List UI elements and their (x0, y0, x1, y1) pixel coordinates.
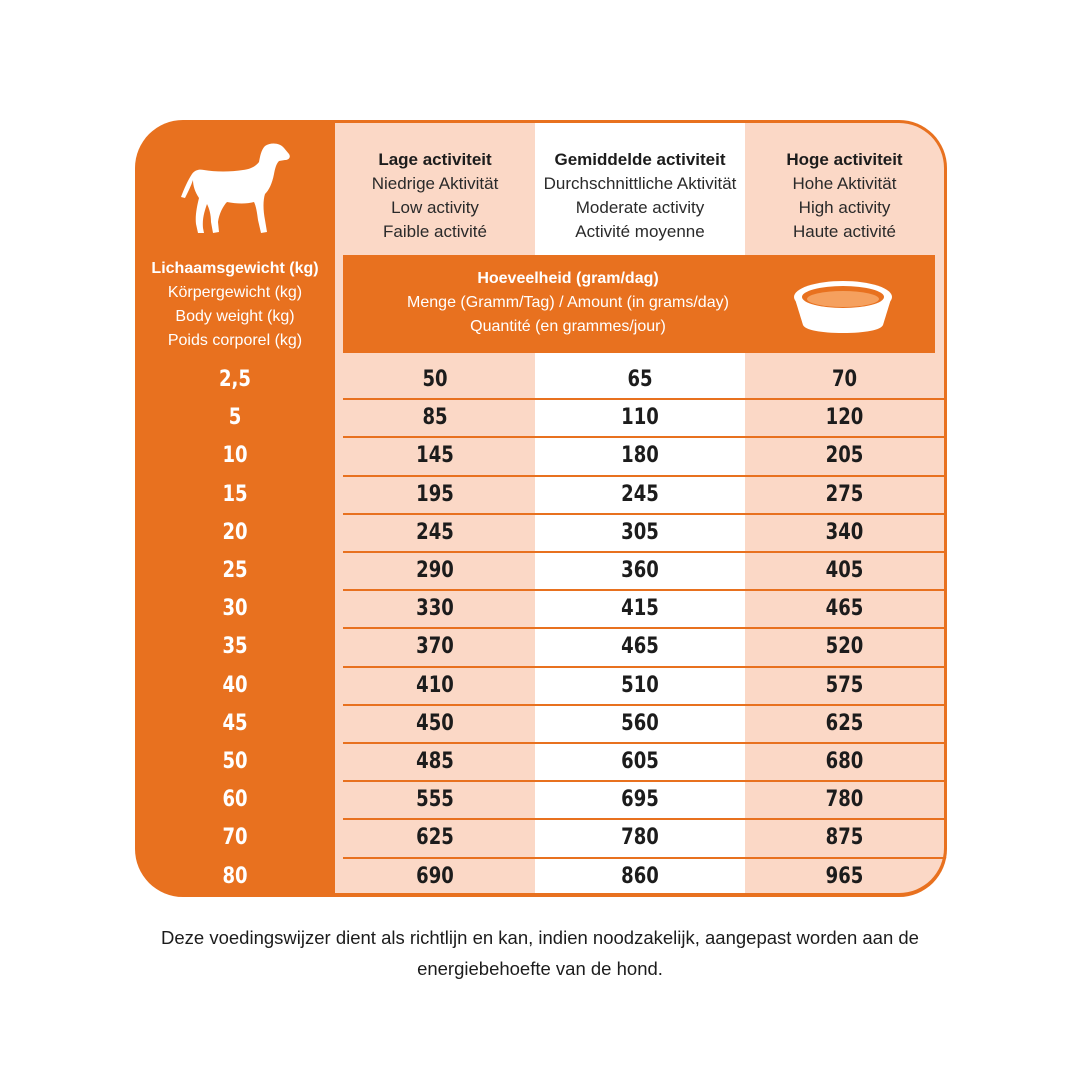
feeding-table (135, 120, 947, 897)
weight-label-en: Body weight (kg) (175, 308, 295, 325)
header-low-en: Low activity (391, 198, 479, 217)
high-activity-cell: 965 (825, 863, 864, 889)
weight-cell: 15 (222, 481, 248, 507)
moderate-activity-cell: 110 (621, 405, 659, 431)
high-activity-cell: 575 (825, 672, 864, 698)
low-activity-cell: 485 (416, 749, 454, 774)
header-mid-title: Gemiddelde activiteit (554, 150, 726, 169)
weight-cell: 80 (222, 863, 248, 889)
moderate-activity-cell: 780 (621, 825, 659, 851)
food-bowl-icon (791, 273, 895, 335)
quantity-label-fr: Quantité (en grammes/jour) (470, 318, 666, 335)
header-high-fr: Haute activité (793, 222, 896, 241)
weight-cell: 45 (222, 710, 248, 736)
weight-label-title: Lichaamsgewicht (kg) (151, 260, 319, 277)
table-row (135, 475, 947, 513)
weight-label-de: Körpergewicht (kg) (167, 284, 303, 301)
low-activity-cell: 50 (422, 367, 448, 392)
weight-cell: 20 (222, 519, 248, 545)
moderate-activity-cell: 605 (621, 749, 659, 774)
table-row (135, 551, 947, 589)
table-row (135, 589, 947, 627)
weight-cell: 5 (228, 405, 242, 431)
header-low-de: Niedrige Aktivität (371, 174, 499, 193)
weight-cell: 30 (222, 596, 248, 622)
weight-cell: 60 (222, 787, 248, 813)
table-row (135, 436, 947, 474)
moderate-activity-cell: 65 (627, 367, 653, 392)
weight-cell: 40 (222, 672, 248, 698)
header-mid-en: Moderate activity (575, 198, 705, 217)
moderate-activity-cell: 510 (621, 672, 659, 698)
low-activity-cell: 690 (416, 863, 454, 889)
weight-cell: 35 (222, 634, 248, 660)
moderate-activity-cell: 180 (621, 443, 659, 469)
header-high-de: Hohe Aktivität (792, 174, 897, 193)
table-row (135, 666, 947, 704)
weight-cell: 2,5 (219, 367, 251, 392)
header-high-title: Hoge activiteit (786, 150, 903, 169)
header-moderate-activity (535, 148, 745, 244)
table-row (135, 398, 947, 436)
low-activity-cell: 555 (416, 787, 454, 813)
footnote: Deze voedingswijzer dient als richtlijn en kan, indien noodzakelijk, aangepast worden aan de energiebehoefte van de hond. (161, 927, 919, 979)
table-row (135, 513, 947, 551)
moderate-activity-cell: 860 (621, 863, 659, 889)
high-activity-cell: 625 (825, 710, 864, 736)
dog-icon (181, 140, 293, 236)
moderate-activity-cell: 560 (621, 710, 659, 736)
low-activity-cell: 145 (416, 443, 454, 469)
low-activity-cell: 410 (416, 672, 454, 698)
moderate-activity-cell: 305 (621, 519, 659, 545)
low-activity-cell: 85 (422, 405, 448, 431)
low-activity-cell: 450 (416, 710, 454, 736)
low-activity-cell: 330 (416, 596, 454, 622)
quantity-banner (343, 255, 935, 353)
high-activity-cell: 680 (825, 749, 864, 774)
weight-cell: 50 (222, 749, 248, 774)
high-activity-cell: 780 (825, 787, 864, 813)
weight-cell: 10 (222, 443, 248, 469)
moderate-activity-cell: 360 (621, 558, 659, 583)
table-row (135, 742, 947, 780)
low-activity-cell: 195 (416, 481, 454, 507)
header-low-title: Lage activiteit (378, 150, 492, 169)
table-row (135, 627, 947, 665)
high-activity-cell: 205 (825, 443, 864, 469)
moderate-activity-cell: 695 (621, 787, 659, 813)
weight-label-fr: Poids corporel (kg) (167, 332, 303, 349)
table-row (135, 818, 947, 856)
header-high-activity (745, 148, 944, 244)
high-activity-cell: 275 (825, 481, 864, 507)
header-low-activity (335, 148, 535, 244)
low-activity-cell: 290 (416, 558, 454, 583)
low-activity-cell: 245 (416, 519, 454, 545)
high-activity-cell: 70 (831, 367, 858, 392)
weight-cell: 25 (222, 558, 248, 583)
table-row (135, 360, 947, 398)
body-weight-label (135, 257, 335, 353)
high-activity-cell: 520 (825, 634, 864, 660)
table-row (135, 857, 947, 895)
high-activity-cell: 405 (825, 558, 864, 583)
low-activity-cell: 370 (416, 634, 454, 660)
moderate-activity-cell: 415 (621, 596, 659, 622)
table-row (135, 780, 947, 818)
quantity-label-de-en: Menge (Gramm/Tag) / Amount (in grams/day) (407, 294, 729, 311)
low-activity-cell: 625 (416, 825, 454, 851)
table-row (135, 704, 947, 742)
header-mid-de: Durchschnittliche Aktivität (543, 174, 737, 193)
weight-cell: 70 (222, 825, 248, 851)
moderate-activity-cell: 245 (621, 481, 659, 507)
quantity-label (343, 267, 793, 339)
high-activity-cell: 120 (825, 405, 864, 431)
header-high-en: High activity (798, 198, 891, 217)
header-mid-fr: Activité moyenne (575, 222, 705, 241)
high-activity-cell: 340 (825, 519, 864, 545)
high-activity-cell: 465 (825, 596, 864, 622)
quantity-label-title: Hoeveelheid (gram/dag) (477, 270, 659, 287)
header-low-fr: Faible activité (383, 222, 487, 241)
moderate-activity-cell: 465 (621, 634, 659, 660)
high-activity-cell: 875 (825, 825, 864, 851)
